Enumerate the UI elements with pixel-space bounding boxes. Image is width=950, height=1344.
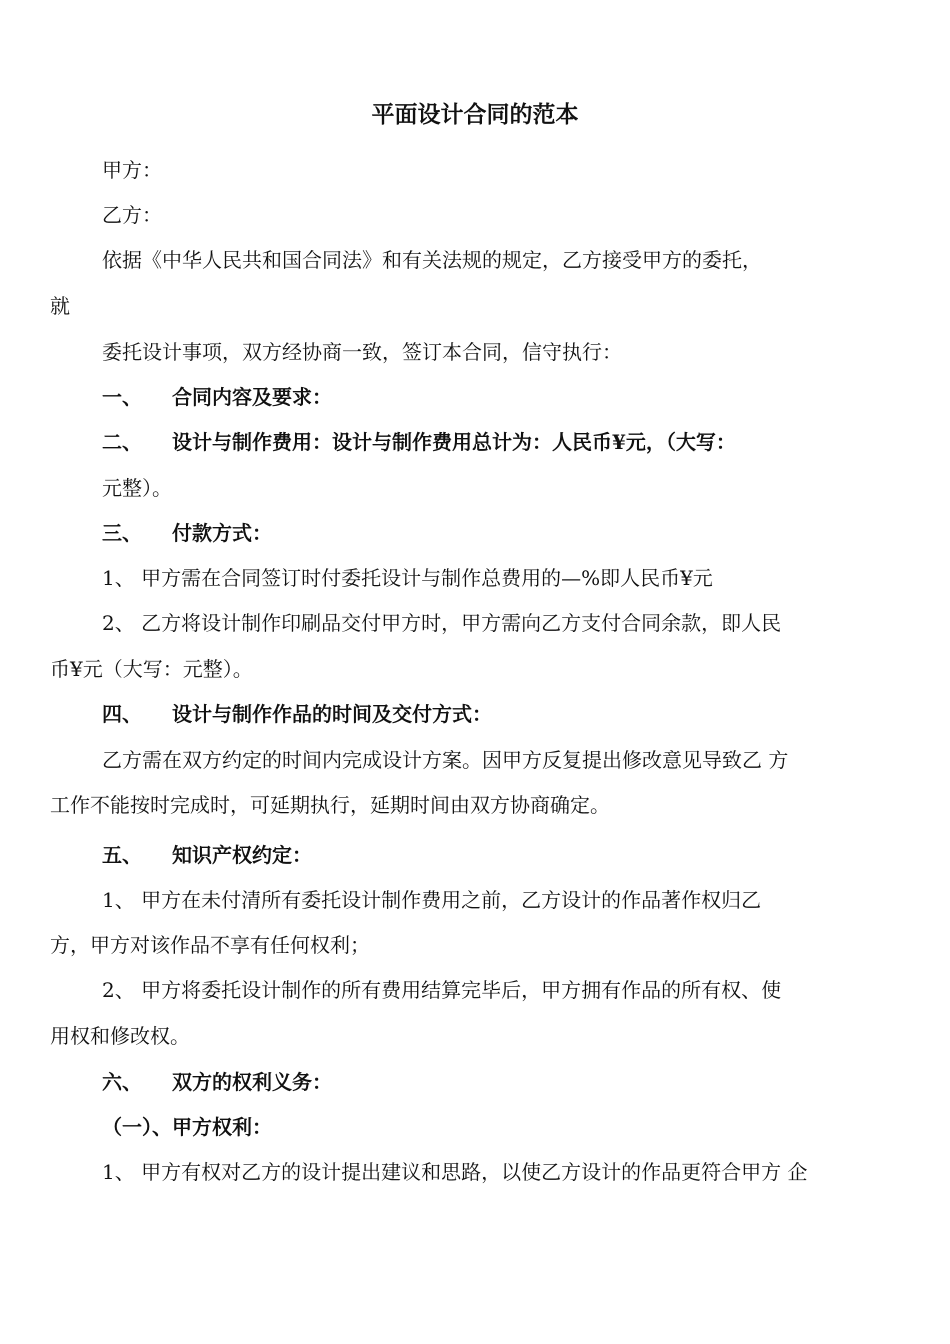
section-5-item-2-line-2: 用权和修改权。 — [50, 1024, 190, 1048]
section-4-paragraph-line-1: 乙方需在双方约定的时间内完成设计方案。因甲方反复提出修改意见导致乙 方 — [102, 748, 789, 772]
section-5-number: 五、 — [102, 843, 142, 867]
section-2-heading — [102, 428, 736, 456]
section-4-heading — [102, 700, 492, 728]
section-5-item-1-line-1: 1、 甲方在未付清所有委托设计制作费用之前，乙方设计的作品著作权归乙 — [102, 888, 762, 912]
section-2-continuation: 元整）。 — [102, 476, 172, 500]
intro-line-1: 依据《中华人民共和国合同法》和有关法规的规定，乙方接受甲方的委托， — [102, 248, 762, 272]
section-6-subheading-1: （一）、甲方权利： — [102, 1115, 272, 1139]
section-6-heading — [102, 1068, 332, 1096]
section-1-number: 一、 — [102, 385, 142, 409]
section-3-heading — [102, 519, 272, 547]
section-1-title: 合同内容及要求： — [172, 385, 332, 409]
party-a-line: 甲方： — [102, 158, 162, 182]
section-5-title: 知识产权约定： — [172, 843, 312, 867]
section-5-heading — [102, 841, 312, 869]
section-3-number: 三、 — [102, 521, 142, 545]
section-6-item-1: 1、 甲方有权对乙方的设计提出建议和思路，以使乙方设计的作品更符合甲方 企 — [102, 1160, 808, 1184]
intro-line-3: 委托设计事项，双方经协商一致，签订本合同，信守执行： — [102, 340, 622, 364]
section-5-item-2-line-1: 2、 甲方将委托设计制作的所有费用结算完毕后，甲方拥有作品的所有权、使 — [102, 978, 782, 1002]
section-1-heading — [102, 383, 332, 411]
section-6-title: 双方的权利义务： — [172, 1070, 332, 1094]
party-b-line: 乙方： — [102, 203, 162, 227]
section-6-number: 六、 — [102, 1070, 142, 1094]
section-3-item-1: 1、 甲方需在合同签订时付委托设计与制作总费用的—%即人民币¥元 — [102, 566, 713, 590]
section-2-number: 二、 — [102, 430, 142, 454]
section-2-title: 设计与制作费用：设计与制作费用总计为：人民币¥元，（大写： — [172, 430, 736, 454]
section-3-item-2-line-1: 2、 乙方将设计制作印刷品交付甲方时，甲方需向乙方支付合同余款，即人民 — [102, 611, 782, 635]
intro-line-2: 就 — [50, 294, 70, 318]
section-4-paragraph-line-2: 工作不能按时完成时，可延期执行，延期时间由双方协商确定。 — [50, 793, 610, 817]
section-3-item-2-line-2: 币¥元（大写：元整）。 — [50, 657, 253, 681]
document-title: 平面设计合同的范本 — [371, 101, 579, 128]
section-4-title: 设计与制作作品的时间及交付方式： — [172, 702, 492, 726]
section-5-item-1-line-2: 方，甲方对该作品不享有任何权利； — [50, 933, 370, 957]
section-4-number: 四、 — [102, 702, 142, 726]
section-3-title: 付款方式： — [172, 521, 272, 545]
